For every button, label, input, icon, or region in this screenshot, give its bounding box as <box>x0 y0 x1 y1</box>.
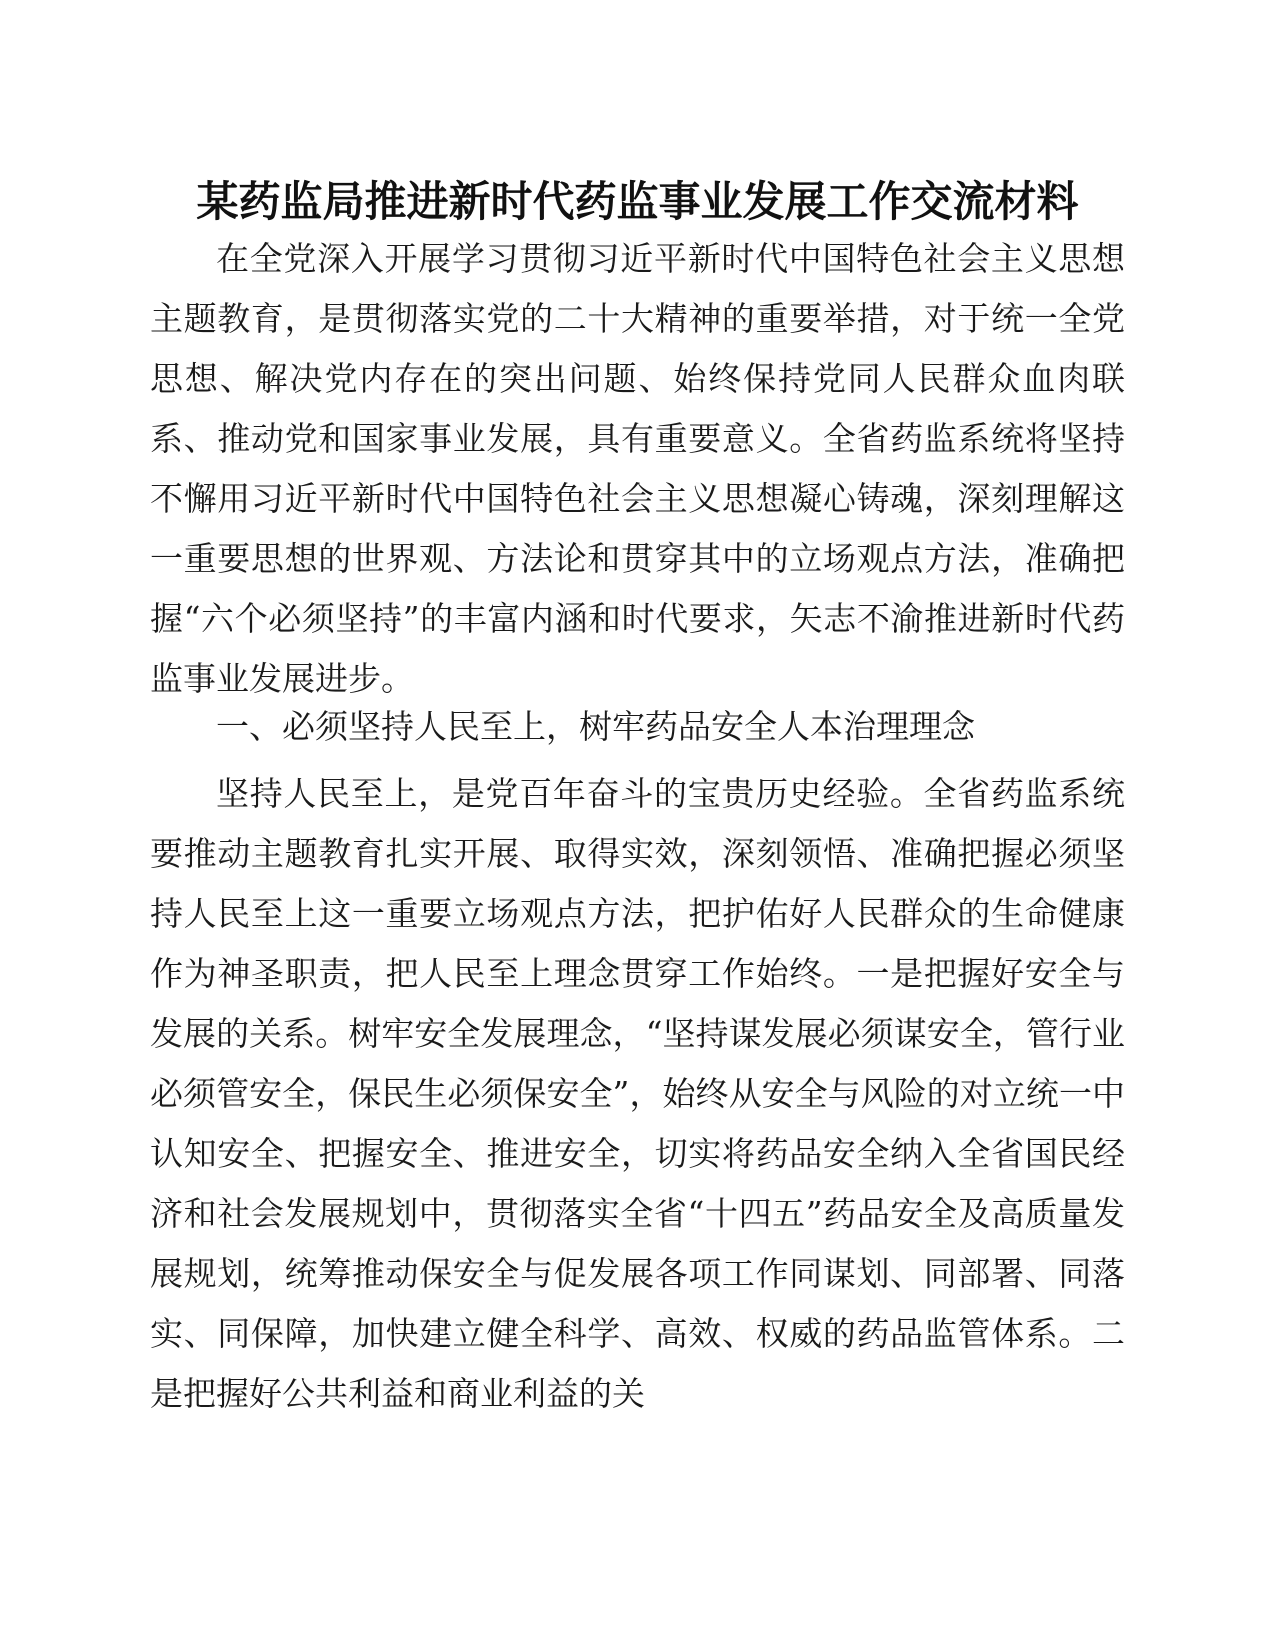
document-title: 某药监局推进新时代药监事业发展工作交流材料 <box>196 177 1079 226</box>
section-one-paragraph: 坚持人民至上，是党百年奋斗的宝贵历史经验。全省药监系统要推动主题教育扎实开展、取得实效，深刻领悟、准确把握必须坚持人民至上这一重要立场观点方法，把护佑好人民群众的生命健康作为神圣职责，把人民至上理念贯穿工作始终。一是把握好安全与发展的关系。树牢安全发展理念，“坚持谋发展必须谋安全，管行业必须管安全，保民生必须保安全”，始终从安全与风险的对立统一中认知安全、把握安全、推进安全，切实将药品安全纳入全省国民经济和社会发展规划中，贯彻落实全省“十四五”药品安全及高质量发展规划，统筹推动保安全与促发展各项工作同谋划、同部署、同落实、同保障，加快建立健全科学、高效、权威的药品监管体系。二是把握好公共利益和商业利益的关 <box>150 774 1125 1413</box>
intro-paragraph: 在全党深入开展学习贯彻习近平新时代中国特色社会主义思想主题教育，是贯彻落实党的二十大精神的重要举措，对于统一全党思想、解决党内存在的突出问题、始终保持党同人民群众血肉联系、推动党和国家事业发展，具有重要意义。全省药监系统将坚持不懈用习近平新时代中国特色社会主义思想凝心铸魂，深刻理解这一重要思想的世界观、方法论和贯穿其中的立场观点方法，准确把握“六个必须坚持”的丰富内涵和时代要求，矢志不渝推进新时代药监事业发展进步。 <box>150 239 1125 698</box>
section-one-heading: 一、必须坚持人民至上，树牢药品安全人本治理理念 <box>216 707 975 746</box>
